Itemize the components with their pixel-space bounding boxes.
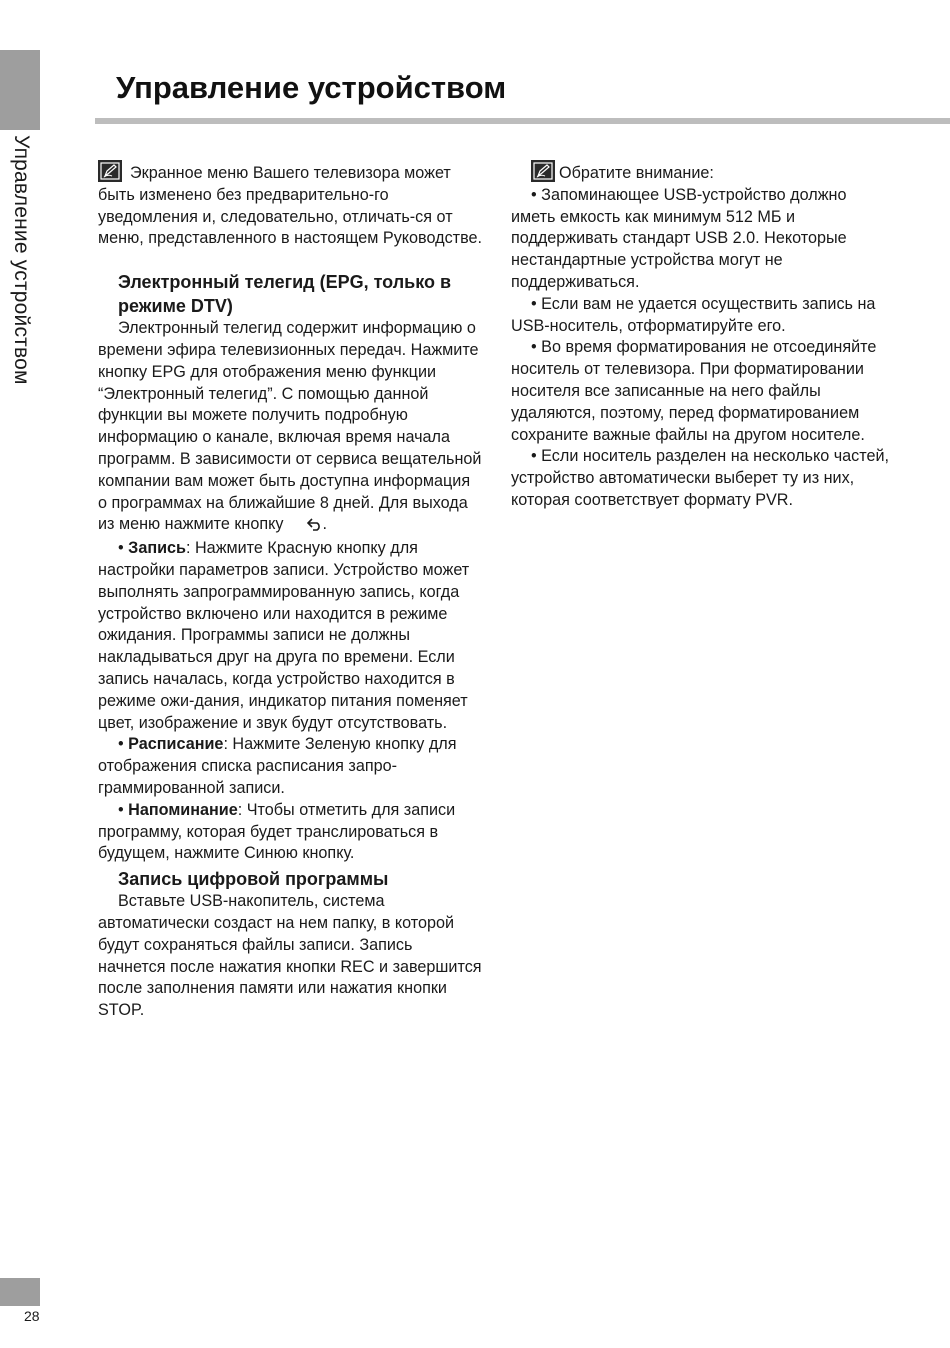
bullet-symbol: • (118, 800, 124, 819)
bullet-term: Расписание (128, 735, 224, 754)
bullet-symbol: • (118, 735, 124, 754)
note-item-text: Во время форматирования не отсоединяйте носитель от телевизора. При форматировании носителя все записанные на него файлы удаляются, поэтому, перед форматированием сохраните важные файлы на другом носителе. (511, 338, 877, 444)
bullet-symbol: • (531, 294, 537, 313)
note-item-text: Если вам не удается осуществить запись на USB-носитель, отформатируйте его. (511, 294, 876, 335)
page-number: 28 (24, 1308, 40, 1324)
bullet-reminder (98, 800, 482, 865)
note-pencil-icon (531, 160, 555, 182)
right-column (511, 160, 891, 512)
bullet-symbol: • (531, 338, 537, 357)
note-item (511, 185, 891, 294)
note-item-text: Запоминающее USB-устройство должно иметь емкость как минимум 512 МБ и поддерживать стандарт USB 2.0. Некоторые нестандартные устройства могут не поддерживаться. (511, 185, 847, 291)
bullet-text: : Нажмите Красную кнопку для настройки параметров записи. Устройство может выполнять запрограммированную запись, когда устройство включено или находится в режиме ожидания. Программы записи не должны накладываться друг на друга по времени. Если запись началась, когда устройство находится в режиме ожи-дания, индикатор питания поменяет цвет, изображение и звук будут отсутствовать. (98, 539, 470, 732)
intro-note (98, 160, 482, 250)
epg-heading: Электронный телегид (EPG, только в режиме DTV) (118, 272, 452, 317)
page-title: Управление устройством (116, 70, 507, 105)
note-heading: Обратите внимание: (559, 164, 714, 182)
bullet-symbol: • (531, 185, 537, 204)
note-item (511, 294, 891, 338)
bullet-symbol: • (531, 447, 537, 466)
bottom-tab-marker (0, 1278, 40, 1306)
note-item-text: Если носитель разделен на несколько частей, устройство автоматически выберет ту из них, которая соответствует формату PVR. (511, 447, 890, 509)
bullet-symbol: • (118, 539, 124, 558)
title-divider (95, 118, 950, 124)
note-item (511, 337, 891, 446)
epg-paragraph (98, 318, 482, 538)
note-item (511, 446, 891, 511)
intro-note-text: Экранное меню Вашего телевизора может быть изменено без предварительно-го уведомления и, следовательно, отличать-ся от меню, представленного в настоящем Руководстве. (98, 164, 482, 248)
side-section-label: Управление устройством (10, 135, 33, 385)
bullet-record (98, 538, 482, 734)
bullet-term: Запись (128, 539, 186, 558)
return-arrow-icon (287, 516, 323, 538)
bullet-schedule (98, 734, 482, 799)
bullet-term: Напоминание (128, 800, 238, 819)
note-heading-line (511, 160, 891, 185)
bullet-text: : Нажмите Зеленую кнопку для отображения списка расписания запро-граммированной записи. (98, 735, 457, 797)
left-column (98, 160, 482, 1022)
bullet-text: : Чтобы отметить для записи программу, которая будет транслироваться в будущем, нажмите Синюю кнопку. (98, 800, 456, 863)
epg-text-end: . (322, 515, 327, 534)
side-tab-marker (0, 50, 40, 130)
epg-text: Электронный телегид содержит информацию о времени эфира телевизионных передач. Нажмите кнопку EPG для отображения меню функции “Электронный телегид”. С помощью данной функции вы можете получить подробную информацию о канале, включая время начала программ. В зависимости от сервиса вещательной компании вам может быть доступна информация о программах на ближайшие 8 дней. Для выхода из меню нажмите кнопку (98, 319, 482, 534)
note-pencil-icon (98, 160, 122, 182)
record-heading: Запись цифровой программы (118, 869, 389, 890)
record-paragraph: Вставьте USB-накопитель, система автоматически создаст на нем папку, в которой будут сохраняться файлы записи. Запись начнется после нажатия кнопки REC и завершится после заполнения памяти или нажатия кнопки STOP. (98, 892, 482, 1020)
